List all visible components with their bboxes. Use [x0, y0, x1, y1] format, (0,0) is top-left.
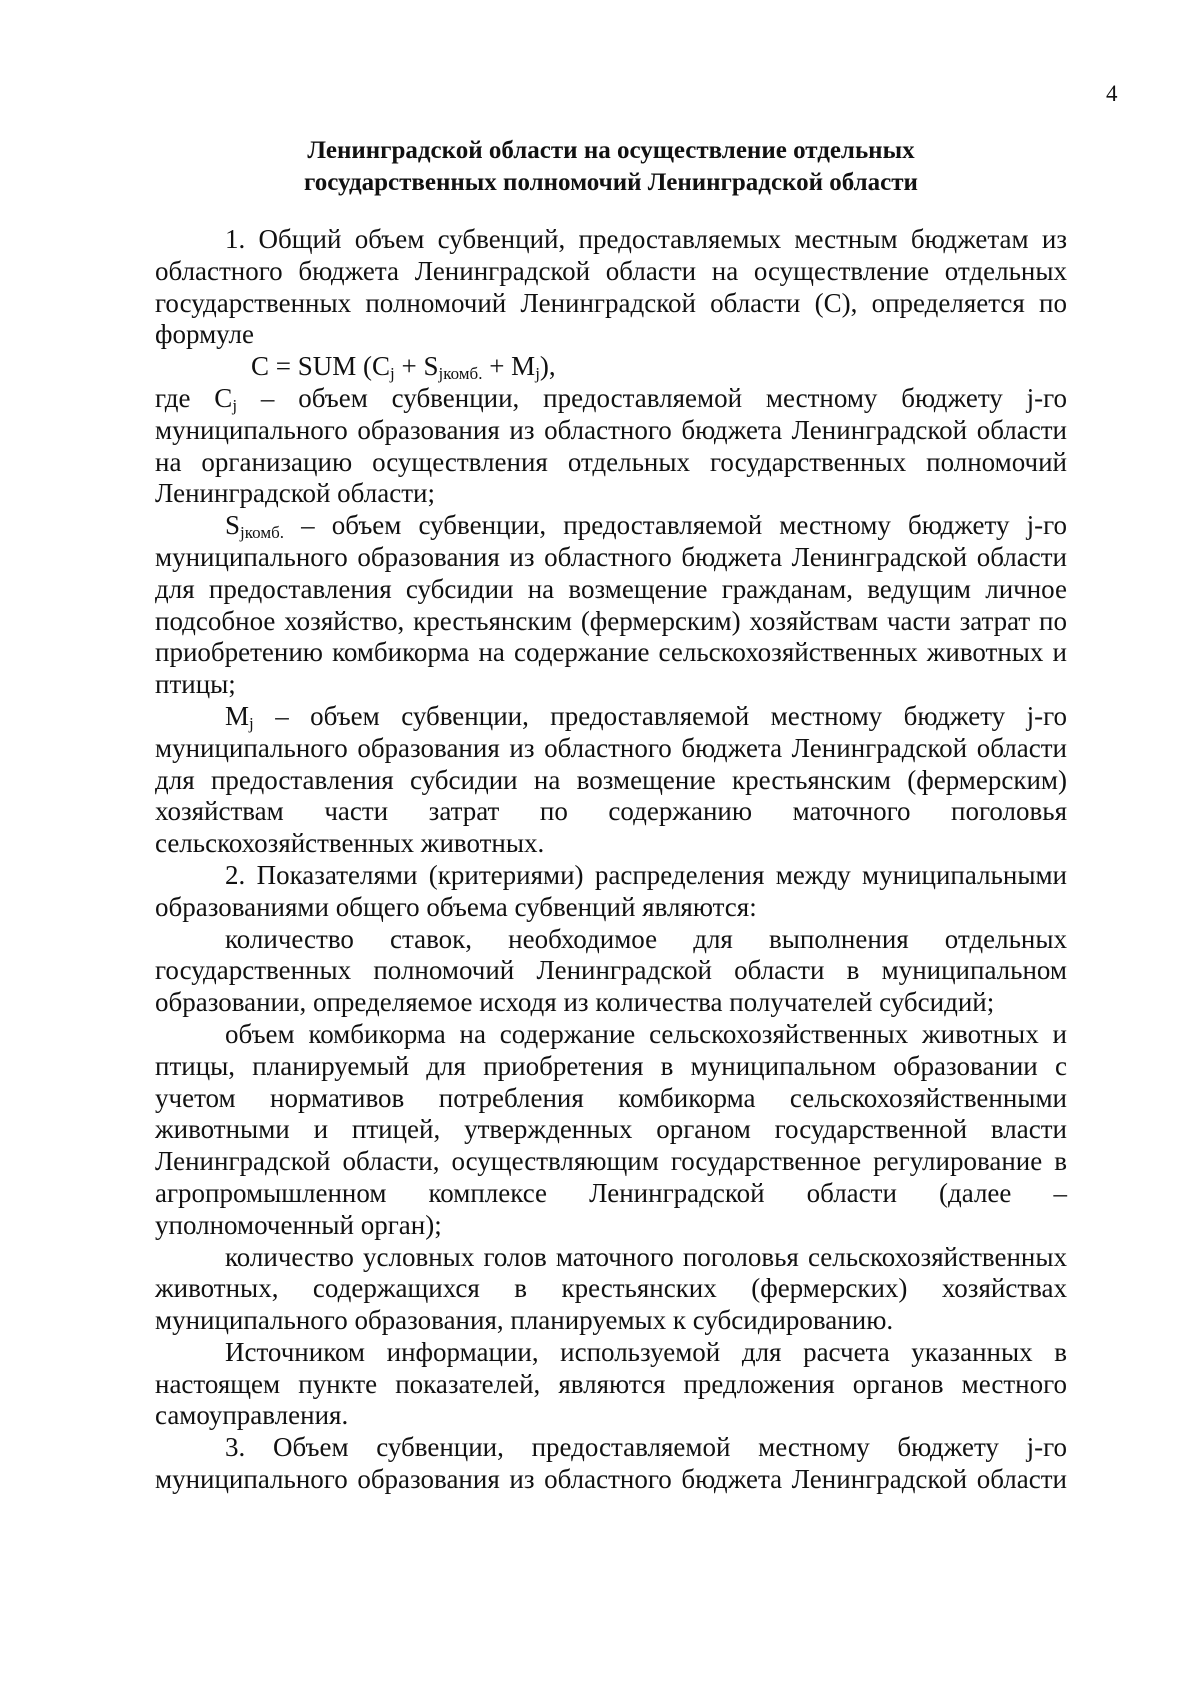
formula-plus-m: + M [482, 351, 536, 382]
mj-prefix: M [225, 700, 250, 731]
section-heading [155, 135, 1067, 199]
cj-text: – объем субвенции, предоставляемой местному бюджету j-го муниципального образования из областного бюджета Ленинградской области на организацию осуществления отдельных государственных полномочий Ленинградской области; [155, 382, 1067, 509]
formula-sub-jkomb: jкомб. [438, 364, 483, 384]
paragraph-sjkomb-definition [155, 510, 1067, 701]
formula [155, 351, 1067, 383]
formula-end: ), [539, 351, 556, 382]
formula-plus-s: + S [394, 351, 439, 382]
paragraph-mj-definition [155, 701, 1067, 860]
heading-line-2: государственных полномочий Ленинградской области [304, 169, 918, 196]
paragraph-criterion-feed: объем комбикорма на содержание сельскохозяйственных животных и птицы, планируемый для приобретения в муниципальном образовании с учетом нормативов потребления комбикорма сельскохозяйственными животными и птицей, утвержденных органом государственной власти Ленинградской области, осуществляющим государственное регулирование в агропромышленном комплексе Ленинградской области (далее – уполномоченный орган); [155, 1018, 1067, 1240]
formula-sub-j-m: j [535, 364, 540, 384]
paragraph-cj-definition [155, 383, 1067, 510]
paragraph-information-source: Источником информации, используемой для расчета указанных в настоящем пункте показателей, являются предложения органов местного самоуправления. [155, 1336, 1067, 1431]
formula-sub-j: j [390, 364, 395, 384]
paragraph-3: 3. Объем субвенции, предоставляемой местному бюджету j-го муниципального образования из областного бюджета Ленинградской области [155, 1432, 1067, 1495]
sjkomb-text: – объем субвенции, предоставляемой местному бюджету j-го муниципального образования из областного бюджета Ленинградской области для предоставления субсидии на возмещение гражданам, ведущим личное подсобное хозяйство, крестьянским (фермерским) хозяйствам части затрат по приобретению комбикорма на содержание сельскохозяйственных животных и птицы; [155, 510, 1067, 700]
page-number: 4 [1106, 81, 1118, 106]
heading-line-1: Ленинградской области на осуществление отдельных [307, 137, 915, 164]
paragraph-2: 2. Показателями (критериями) распределения между муниципальными образованиями общего объема субвенций являются: [155, 859, 1067, 922]
paragraph-criterion-staff: количество ставок, необходимое для выполнения отдельных государственных полномочий Ленинградской области в муниципальном образовании, определяемое исходя из количества получателей субсидий; [155, 923, 1067, 1018]
formula-lhs: С = SUM (C [251, 351, 391, 382]
paragraph-criterion-livestock: количество условных голов маточного поголовья сельскохозяйственных животных, содержащихся в крестьянских (фермерских) хозяйствах муниципального образования, планируемых к субсидированию. [155, 1241, 1067, 1336]
sjkomb-prefix: S [225, 510, 241, 541]
paragraph-1: 1. Общий объем субвенций, предоставляемых местным бюджетам из областного бюджета Ленинградской области на осуществление отдельных государственных полномочий Ленинградской области (С), определяется по формуле [155, 224, 1067, 350]
cj-prefix: где C [155, 382, 233, 413]
sjkomb-sub: jкомб. [240, 523, 284, 543]
mj-sub: j [249, 713, 254, 733]
mj-text: – объем субвенции, предоставляемой местному бюджету j-го муниципального образования из областного бюджета Ленинградской области для предоставления субсидии на возмещение крестьянским (фермерским) хозяйствам части затрат по содержанию маточного поголовья сельскохозяйственных животных. [155, 700, 1067, 859]
cj-sub: j [232, 395, 238, 415]
document-body [155, 224, 1067, 1496]
